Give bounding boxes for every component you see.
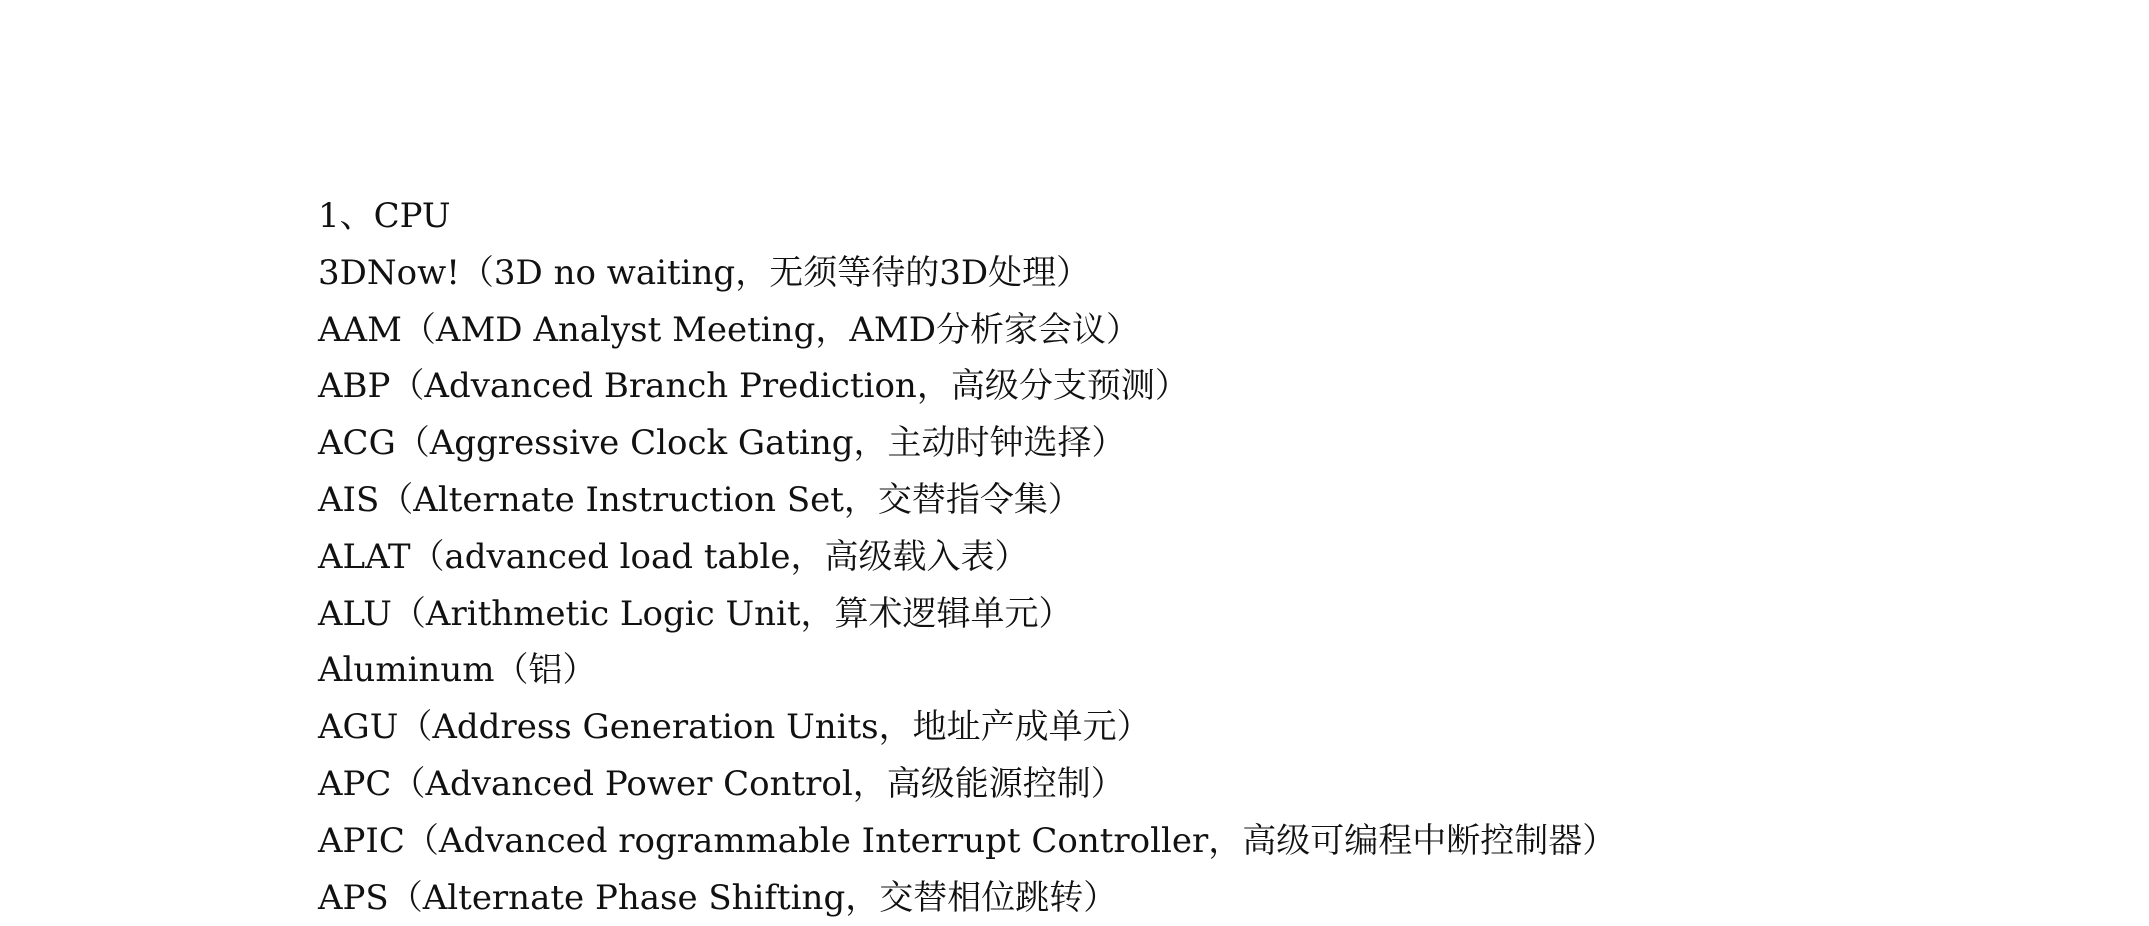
glossary-entry-apic: APIC（Advanced rogrammable Interrupt Controller，高级可编程中断控制器） (318, 820, 1617, 861)
glossary-entry-aps: APS（Alternate Phase Shifting，交替相位跳转） (318, 877, 1118, 918)
section-heading: 1、CPU (318, 196, 451, 236)
glossary-entry-aluminum: Aluminum（铝） (318, 650, 597, 691)
glossary-entry-abp: ABP（Advanced Branch Prediction，高级分支预测） (318, 366, 1189, 407)
document-body (318, 188, 2098, 926)
glossary-entry-apc: APC（Advanced Power Control，高级能源控制） (318, 763, 1125, 804)
glossary-entry-ais: AIS（Alternate Instruction Set，交替指令集） (318, 479, 1082, 520)
glossary-entry-acg: ACG（Aggressive Clock Gating，主动时钟选择） (318, 423, 1126, 464)
glossary-entry-3dnow: 3DNow!（3D no waiting，无须等待的3D处理） (318, 252, 1091, 293)
glossary-entry-aam: AAM（AMD Analyst Meeting，AMD分析家会议） (318, 309, 1140, 350)
glossary-entry-alat: ALAT（advanced load table，高级载入表） (318, 536, 1029, 577)
glossary-entry-agu: AGU（Address Generation Units，地址产成单元） (318, 707, 1151, 748)
glossary-entry-alu: ALU（Arithmetic Logic Unit，算术逻辑单元） (318, 593, 1073, 634)
